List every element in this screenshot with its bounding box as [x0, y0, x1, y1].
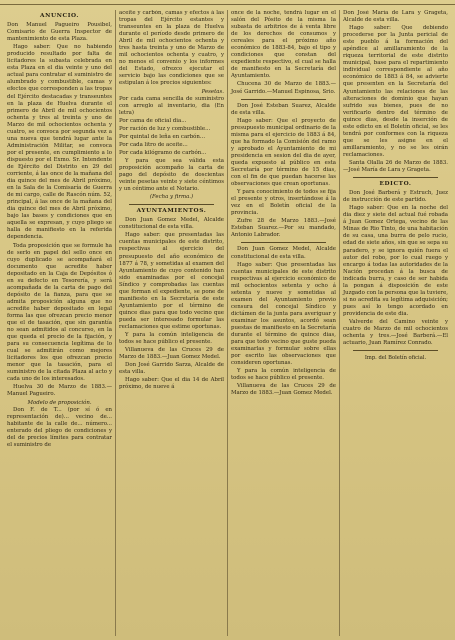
- column-3: [227, 10, 339, 636]
- paragraph: Santa Olalla 26 de Marzo de 1883.—José María de Lara y Grageta.: [343, 159, 448, 174]
- paragraph: Chucena 30 de Marzo de 1883.—José Garrido.—Manuel Espinosa, Srio.: [231, 81, 336, 95]
- paragraph: Don José Esteban Suarez, Alcalde de esta villa.: [231, 102, 336, 116]
- model-heading: Modelo de proposición.: [27, 399, 92, 406]
- paragraph: Villanueva de las Cruces 29 de Marzo de 1883.—Juan Gomez Medel.: [119, 347, 224, 361]
- divider: [129, 204, 214, 205]
- price-line: Por cada kilógramo de carbón...: [119, 149, 207, 156]
- paragraph: Hago saber: Que en la noche del dia diez y siete del actual fué robada á Juan Gomez Ortega, vecino de las Minas de Rio Tinto, de una habitación de su casa, una burra de pelo rucio, edad de siete años, sin que se sepa su paradero, y se ignora quién fuera el autor del robo, por lo cual ruego y encargo á todas las autoridades de la Nación procedan á la busca de indicada burra, y caso de ser habida la pongan á disposición de este Juzgado con la persona que la tuviere, si no acredita su legítima adquisición; pues así lo tengo acordado en providencia de este dia.: [343, 205, 448, 317]
- price-line: Por ración de luz y combustible...: [119, 125, 211, 132]
- column-1: [4, 10, 115, 636]
- paragraph: Hago saber: Que no habiendo producido resultado por falta de licitadores la subasta celebrada en esta Plaza en el dia veinte y uno del actual para contratar el suministro de alumbrado y combustible, camas y efectos que corresponden a las tropas del Ejército destacadas y transeuntes en la plaza de Huelva durante el primero de Abril de mil ochocientos ochenta y tres al treinta y uno de Marzo de mil ochocientos ochenta y cuatro, se convoca por segunda vez a una nueva que tendrá lugar ante la Administración Militar, se convoca por el presente, en cumplimiento a lo dispuesto por el Exmo. Sr. Intendente de Ejército del Distrito en 29 del corriente, á las once de la mañana del dia quince del mes de Abril próximo, en la Sala de la Comisaría de Guerra de mi cargo, calle de Rascón núm. 52, principal, á las once de la mañana del dia quince del mes de Abril próximo, bajo las bases y condiciones que en aquella se expresan, y cuyo pliego se halla de manifiesto en la referida dependencia.: [7, 44, 112, 241]
- paragraph: Zufre 28 de Marzo 1883.—José Esteban Suarez.—Por su mandado, Antonio Labrador.: [231, 218, 336, 239]
- divider: [353, 350, 438, 351]
- paragraph: Y para la común inteligencia de todos se hace público el presente.: [119, 332, 224, 346]
- paragraph: Y para que sea válida esta proposición acompaño la carta de pago del depósito de doscientas veinte pesetas veinte y siete céntimos y un céntimo ante el Notario.: [119, 157, 224, 193]
- price-line: Por quintal de leña en carbón...: [119, 133, 206, 140]
- paragraph: Hago saber: Que el dia 14 de Abril próximo, de nueve á: [119, 377, 224, 391]
- edicto-heading: EDICTO.: [379, 181, 412, 188]
- ayuntamientos-heading: AYUNTAMIENTOS.: [136, 208, 207, 215]
- paragraph: Toda proposición que se formule ha de serlo en papel del sello once en cuyo duplicado se acompañará el documento que acredite haber depositado en la Caja de Depósitos ó en su defecto en Tesorería, y será acompañada de la carta de pago del depósito de la fianza, para que se admita proposición alguna que no acredite haber depositado en legal forma las que ofrezcan precio menor que el de tasación, que sin garantía no sean admitidos al concurso, en la que queda el precio de la fijación, y para su consecuencia legítima de lo cual se admitirán como mejores licitadores los que ofrezcan precio menor que la tasación, para el suministro de la citada Plaza al acto y cada uno de los interesados.: [7, 242, 112, 383]
- divider: [241, 99, 326, 100]
- paragraph: Villanueva de las Cruces 29 de Marzo de 1883.—Juan Gomez Medel.: [231, 383, 336, 397]
- paragraph: Don José Barberá y Estruch, Juez de instrucción de este partido.: [343, 190, 448, 204]
- column-2: [115, 10, 227, 636]
- top-rule: [0, 0, 455, 5]
- imprint-line: Imp. del Boletín oficial.: [364, 355, 427, 362]
- paragraph: Hago saber: que presentadas las cuentas municipales de este distrito, respectivas al ejercicio del presupuesto del año económico de 1877 á 78, y sometidas al examen del Ayuntamiento de cuyo contenido han sido examinadas por el concejal Síndico y comprobadas las cuentas que forman el expediente, se pone de manifiesto en la Secretaría de este Ayuntamiento por el término de quince dias para que todo vecino que pueda ser interesado formular las reclamaciones que estime oportunas.: [119, 232, 224, 330]
- divider: [353, 177, 438, 178]
- paragraph: Don José Garrido Sarza, Alcalde de esta villa.: [119, 362, 224, 376]
- anuncio-heading: ANUNCIO.: [39, 13, 79, 19]
- price-line: Por cada litro de aceite...: [119, 141, 188, 148]
- divider: [241, 242, 326, 243]
- paragraph: aceite y carbón, camas y efectos á las tropas del Ejército estantes y transeuntes en la plaza de Huelva durante el período desde primero de Abril de mil ochocientos ochenta y tres hasta treinta y uno de Marzo de mil ochocientos ochenta y cuatro, y no menos el convenio y los informes del Estado, ofrezco ejecutar el servicio bajo las condiciones que se estipulan á los precios siguientes:: [119, 10, 224, 87]
- paragraph: Don Manuel Pagueiro Pousibel, Comisario de Guerra Inspector de mantenimiento de esta Plaza.: [7, 22, 112, 43]
- paragraph: Hago saber: Que presentadas las cuentas municipales de este distrito respectivas al ejercicio económico de mil ochocientos setenta y ocho á setenta y nueve y sometidas al examen del Ayuntamiento previo censura del concejal Síndico y dictámen de la junta para averiguar y examinar los asuntos, acordó sean puestas de manifiesto en la Secretaría durante el término de quince dias, para que todo vecino que guste pueda examinarlas y formular sobre ellas por escrito las observaciones que consideren oportunas.: [231, 261, 336, 367]
- paragraph: Hago saber: Que el proyecto de presupuesto municipal ordinario de la misma para el ejercicio de 1883 á 84, que ha formado la Comisión del ramo y aprobado el Ayuntamiento de mi presidencia en sesion del dia de ayer, queda expuesto al público en esta Secretaría por término de 15 dias, con el fin de que puedan hacerse las observaciones que crean oportunas.: [231, 117, 336, 188]
- signature-line: Huelva 30 de Marzo de 1883.—Manuel Pagueiro.: [7, 384, 112, 398]
- paragraph: Don Juan Gomez Medel, Alcalde constitucional de esta villa.: [231, 246, 336, 260]
- paragraph: Hago saber: Que debiendo procederse por la Junta pericial de este pueblo á la formación del apéndice al amillaramiento de la riqueza territorial de este distrito municipal, base para el repartimiento individual correspondiente al año económico de 1883 á 84, se advierte que presenten en la Secretaría del Ayuntamiento las relaciones de las alteraciones de dominio que hayan sufrido sus bienes, pues de no verificarlo dentro del término de quince dias, desde la inserción de este edicto en el Boletín oficial, se les tendrá por conformes con la riqueza que se les asigne en el amillaramiento, y no se les oirán reclamaciones.: [343, 25, 448, 158]
- text-columns: [4, 10, 451, 636]
- paragraph: Don Juan Gomez Medel, Alcalde constitucional de esta villa.: [119, 217, 224, 231]
- date-signature: (Fecha y firma.): [149, 194, 194, 201]
- paragraph: Valverde del Camino veinte y cuatro de Marzo de mil ochocientos ochenta y tres.—José Barberá.—El actuario, Juan Ramírez Conrado.: [343, 318, 448, 347]
- paragraph: once de la noche, tendrá lugar en el salón del Pósito de la misma la subasta de arbitrios de á venta libre de los derechos de consumos y cereales para el próximo año económico de 1883-84, bajo el tipo y condiciones que constan del expediente respectivo, el cual se halla de manifiesto en la Secretaría del Ayuntamiento.: [231, 10, 336, 80]
- price-line: Por cama de oficial dia...: [119, 117, 187, 124]
- paragraph: Don José María de Lara y Grageta, Alcalde de esta villa.: [343, 10, 448, 24]
- price-line: Por cada cama sencilla de suministro con arreglo al inventario, dia (En letra): [119, 95, 224, 116]
- price-label: Pesetas.: [201, 88, 224, 95]
- paragraph: Y para conocimiento de todos se fija el presente y otros, insertándose á la vez en el Boletín oficial de la provincia.: [231, 189, 336, 217]
- column-4: [339, 10, 451, 636]
- paragraph: Don F. de T... (por sí ó en representación de)... vecino de... habitante de la calle de... número... enterado del pliego de condiciones y del de precios límites para contratar el suministro de: [7, 406, 112, 448]
- paragraph: Y para la común inteligencia de todos se hace público el presente.: [231, 368, 336, 382]
